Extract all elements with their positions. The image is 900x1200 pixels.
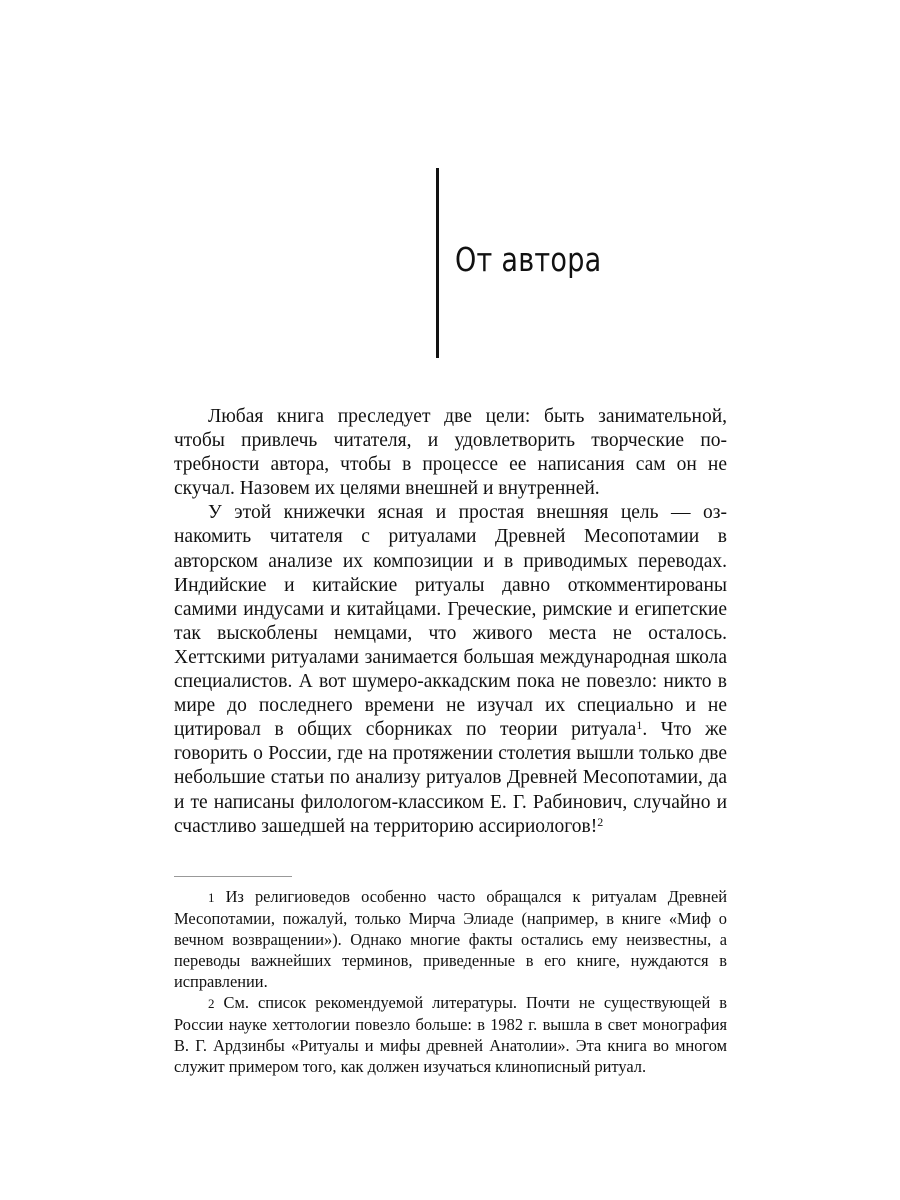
- footnote-1-number: 1: [208, 890, 215, 905]
- heading-vertical-rule: [436, 168, 439, 358]
- body-text: [174, 405, 727, 839]
- footnote-ref-2: 2: [597, 814, 604, 829]
- footnote-2-number: 2: [208, 996, 215, 1011]
- footnote-separator: [174, 876, 292, 877]
- footnote-ref-1: 1: [636, 718, 643, 733]
- chapter-title: От автора: [455, 240, 602, 279]
- paragraph-2-text-b: . Что же говорить о России, где на протяжении столетия вышли только две небольшие статьи по анализу ритуалов Древней Месопотамии, да и те написаны филологом-классиком Е. Г. Рабинович, случайно и счастливо зашедшей на территорию ассириологов!: [174, 719, 727, 837]
- paragraph-1: Любая книга преследует две цели: быть занимательной, чтобы привлечь читателя, и удовлетворить творческие потребности автора, чтобы в процессе ее написания сам он не скучал. Назовем их целями внешней и внутренней.: [174, 406, 727, 500]
- footnote-1-text: Из религиоведов особенно часто обращался к ритуалам Древней Месопотамии, пожалуй, только Мирча Элиаде (например, в книге «Миф о вечном возвращении»). Однако многие факты остались ему неизвестны, а переводы важнейших терминов, приведенные в его книге, нуждаются в исправлении.: [174, 887, 727, 991]
- paragraph-2: [174, 501, 727, 838]
- footnote-1: [174, 886, 727, 992]
- footnotes: [174, 886, 727, 1077]
- footnote-2-text: См. список рекомендуемой литературы. Почти не существующей в России науке хеттологии повезло больше: в 1982 г. вышла в свет монография В. Г. Ардзинбы «Ритуалы и мифы древней Анатолии». Эта книга во многом служит примером того, как должен изучаться клинописный ритуал.: [174, 993, 727, 1076]
- paragraph-2-text-a: У этой книжечки ясная и простая внешняя цель — ознакомить читателя с ритуалами Древней Месопотамии в авторском анализе их композиции и в приводимых переводах. Индийские и китайские ритуалы давно откомментированы самими индусами и китайцами. Греческие, римские и египетские так выскоблены немцами, что живого места не осталось. Хеттскими ритуалами занимается большая международная школа специалистов. А вот шумеро-аккадским пока не повезло: никто в мире до последнего времени не изучал их специально и не цитировал в общих сборниках по теории ритуала: [174, 502, 727, 741]
- footnote-2: [174, 992, 727, 1077]
